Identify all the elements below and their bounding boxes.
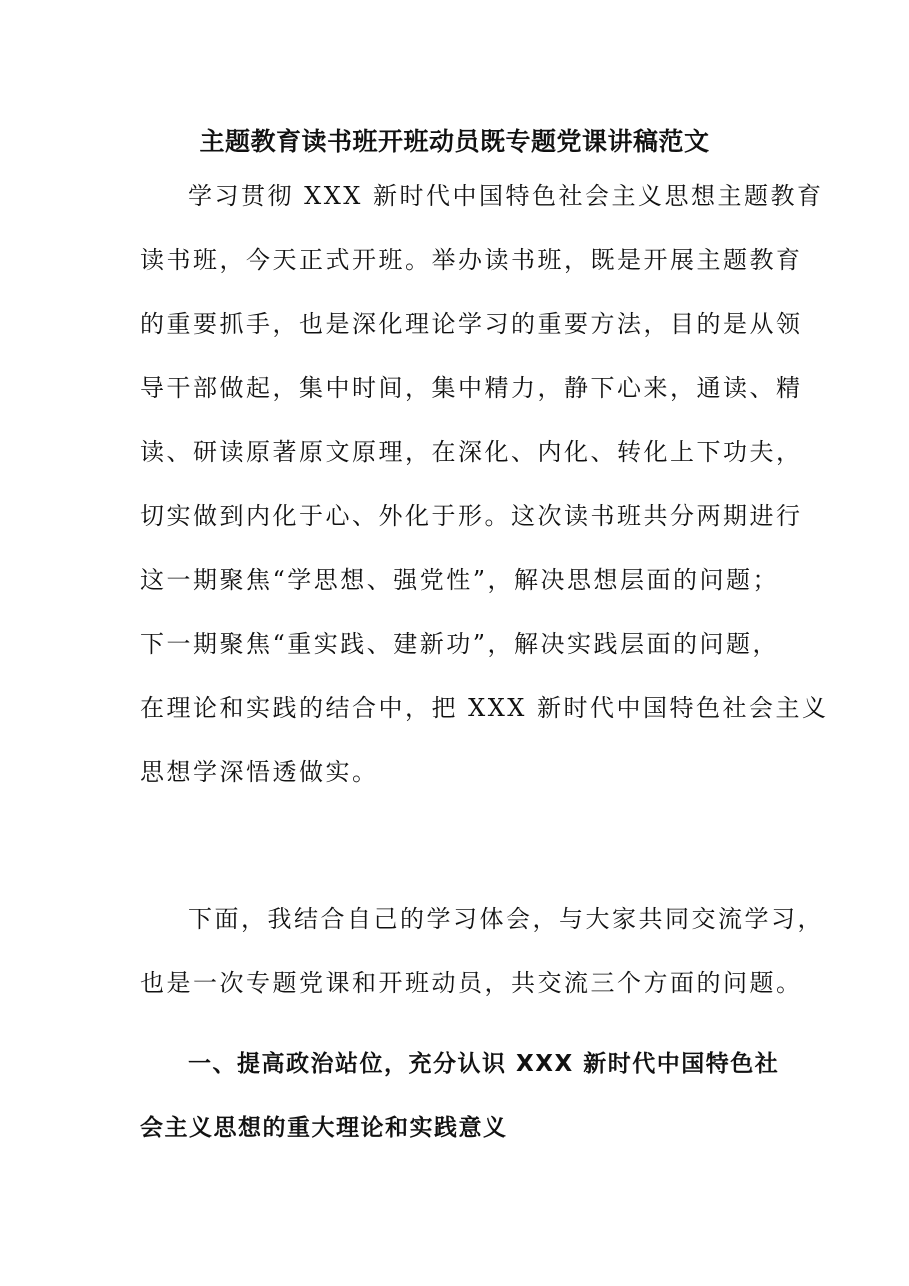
paragraph-intro (140, 164, 829, 804)
section-heading (140, 1032, 780, 1160)
section-heading-line: 会主义思想的重大理论和实践意义 (140, 1115, 508, 1141)
paragraph-line: 读书班，今天正式开班。举办读书班，既是开展主题教育 (140, 246, 803, 274)
section-heading-line: 一、提高政治站位，充分认识 XXX 新时代中国特色社 (188, 1051, 780, 1077)
paragraph-line: 下面，我结合自己的学习体会，与大家共同交流学习， (188, 905, 824, 933)
paragraph-line: 思想学深悟透做实。 (140, 758, 379, 786)
paragraph-line: 也是一次专题党课和开班动员，共交流三个方面的问题。 (140, 969, 803, 997)
paragraph-outline (140, 887, 824, 1015)
paragraph-line: 切实做到内化于心、外化于形。这次读书班共分两期进行 (140, 502, 803, 530)
paragraph-line: 这一期聚焦“学思想、强党性”，解决思想层面的问题； (140, 566, 780, 594)
paragraph-line: 在理论和实践的结合中，把 XXX 新时代中国特色社会主义 (140, 694, 829, 722)
paragraph-line: 学习贯彻 XXX 新时代中国特色社会主义思想主题教育 (188, 182, 824, 210)
paragraph-line: 的重要抓手，也是深化理论学习的重要方法，目的是从领 (140, 310, 803, 338)
document-title: 主题教育读书班开班动员既专题党课讲稿范文 (199, 127, 710, 156)
paragraph-line: 下一期聚焦“重实践、建新功”，解决实践层面的问题， (140, 630, 780, 658)
paragraph-line: 读、研读原著原文原理，在深化、内化、转化上下功夫， (140, 438, 803, 466)
paragraph-line: 导干部做起，集中时间，集中精力，静下心来，通读、精 (140, 374, 803, 402)
